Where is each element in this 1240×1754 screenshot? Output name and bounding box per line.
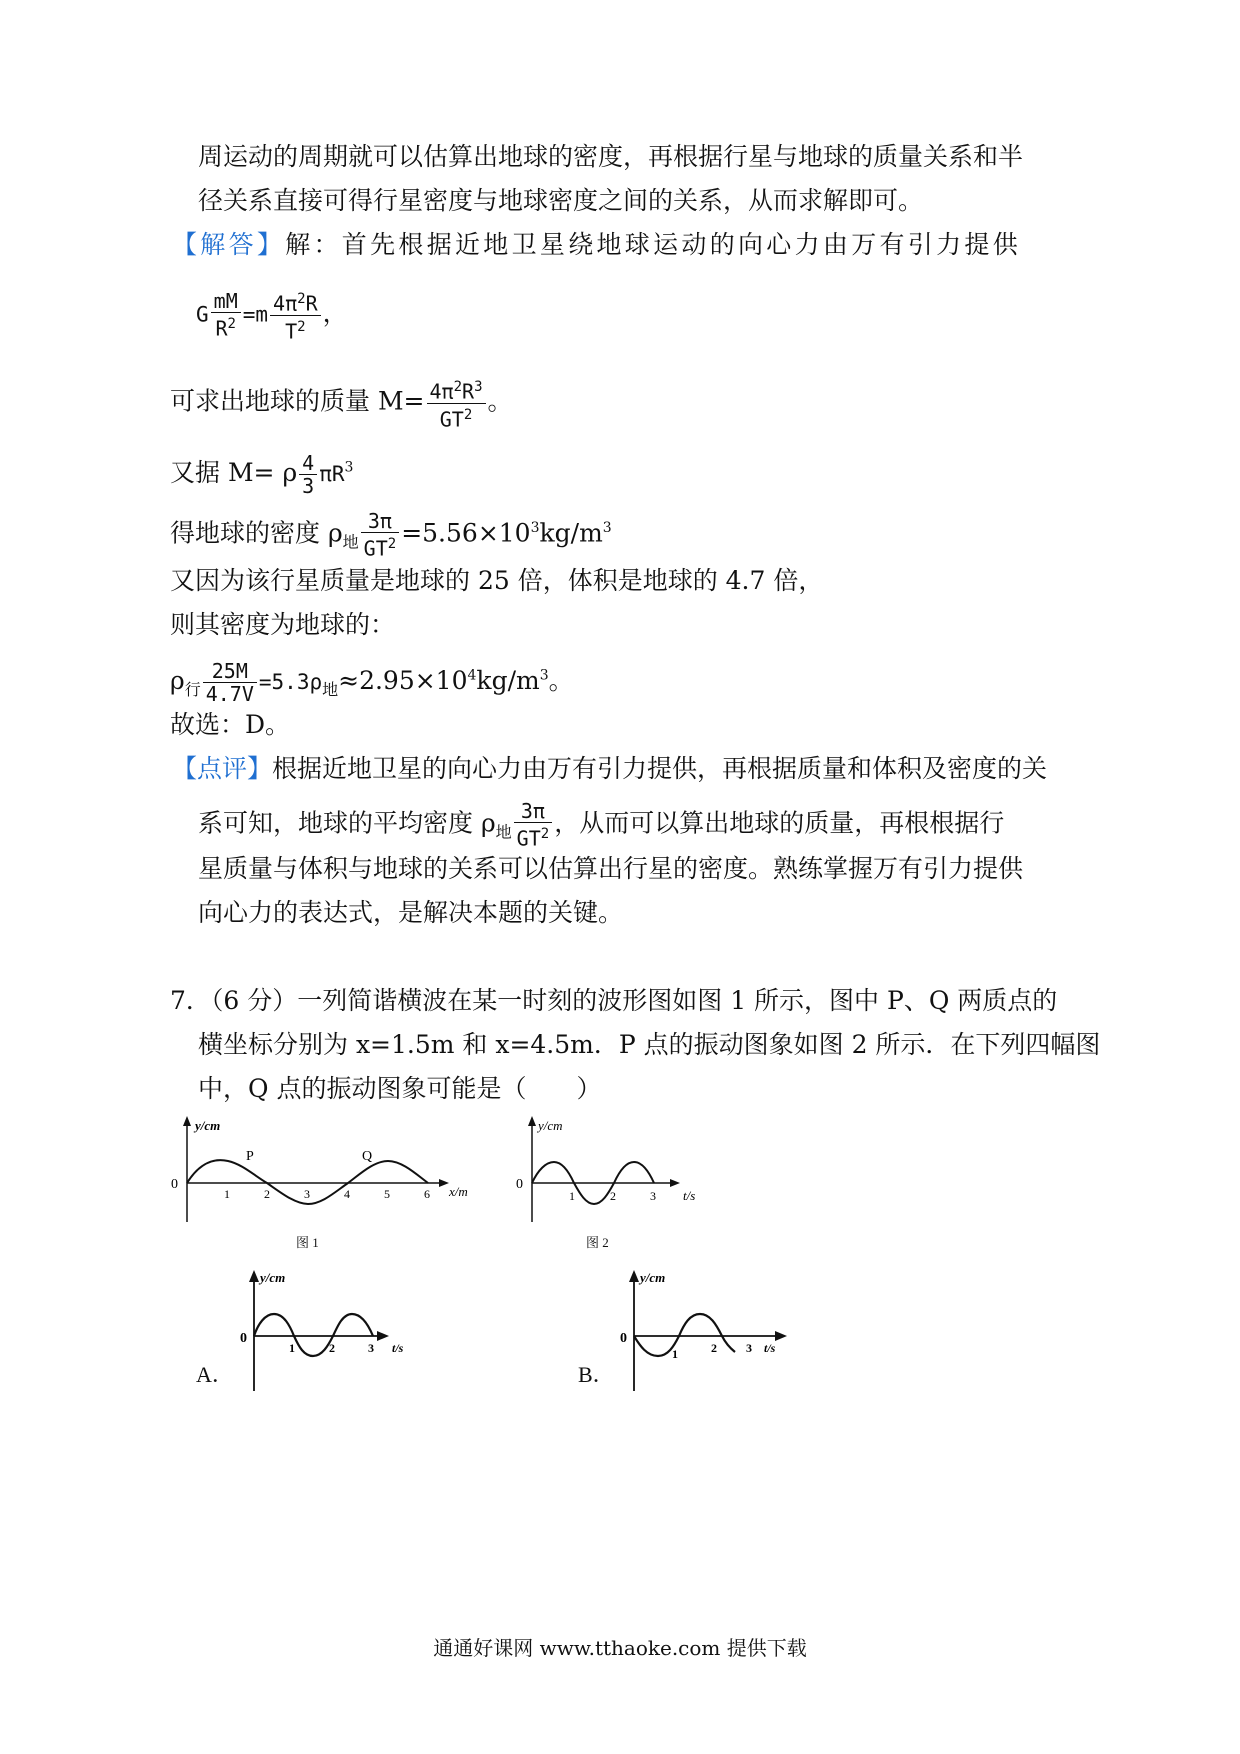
optA-y-arrow [249,1270,259,1282]
fig1-origin: 0 [171,1177,178,1192]
fig1-x-arrow [439,1179,449,1187]
option-a-label: A． [196,1362,234,1387]
fig1-y-label: y/cm [195,1118,221,1133]
question-line-1: 7．（6 分）一列简谐横波在某一时刻的波形图如图 1 所示，图中 P、Q 两质点的 [170,986,1058,1015]
fig1-tick-5: 5 [384,1187,390,1201]
optB-origin: 0 [620,1331,627,1346]
fig2-y-label: y/cm [538,1118,563,1133]
fig1-tick-6: 6 [424,1187,430,1201]
optB-y-label: y/cm [640,1270,666,1285]
comment-line-3: 星质量与体积与地球的关系可以估算出行星的密度。熟练掌握万有引力提供 [198,854,1024,883]
figure-1-wave-graph [160,1112,490,1227]
optA-tick-2: 2 [329,1341,335,1355]
equation-density: 得地球的密度 $\rho_地$ $\frac{3\pi}{GT^2}$ $=5.56\times 10^3kg/m^3$ [170,509,612,561]
optA-curve [254,1314,373,1356]
figure-2-vibration-graph [508,1112,718,1227]
fig1-tick-1: 1 [224,1187,230,1201]
option-b-graph [612,1266,812,1396]
fig1-y-arrow [183,1116,191,1126]
fig2-tick-2: 2 [610,1189,616,1203]
optA-x-label: t/s [392,1341,404,1355]
optA-origin: 0 [240,1331,247,1346]
option-a-graph [232,1266,432,1396]
equation-volume: 又据 M= ρ $\frac{4}{3}$ $\pi R^3$ [170,451,354,498]
density-ratio-line: 则其密度为地球的： [170,610,396,639]
optB-tick-2: 2 [711,1341,717,1355]
optA-tick-1: 1 [289,1341,295,1355]
fig2-tick-1: 1 [569,1189,575,1203]
answer-choice: 故选：D。 [170,710,291,739]
optB-x-arrow [775,1331,787,1341]
question-line-2: 横坐标分别为 x=1.5m 和 x=4.5m．P 点的振动图象如图 2 所示．在下列四幅图 [198,1030,1101,1059]
fig2-x-arrow [670,1179,680,1187]
fig1-tick-3: 3 [304,1187,310,1201]
answer-heading [172,230,1021,260]
fig1-tick-2: 2 [264,1187,270,1201]
fig2-y-arrow [528,1116,536,1126]
page-footer: 通通好课网 www.tthaoke.com 提供下载 [433,1636,807,1660]
fig1-x-label: x/m [449,1184,468,1199]
optA-y-label: y/cm [260,1270,286,1285]
fig1-q-label: Q [362,1149,373,1164]
optB-curve [634,1314,735,1356]
optB-tick-1: 1 [672,1347,678,1361]
optB-x-label: t/s [764,1341,776,1355]
optB-y-arrow [629,1270,639,1282]
analysis-line-2: 径关系直接可得行星密度与地球密度之间的关系，从而求解即可。 [198,186,924,215]
fig1-caption: 图 1 [296,1235,319,1250]
optB-tick-3: 3 [746,1341,752,1355]
equation-gravity: G $\frac{mM}{R^2}$ =m $\frac{4\pi^2R}{T^2}$ ， [196,289,348,344]
fig2-tick-3: 3 [650,1189,656,1203]
option-b-label: B． [578,1362,615,1387]
answer-intro: 解：首先根据近地卫星绕地球运动的向心力由万有引力提供 [285,230,1022,259]
answer-tag: 【解答】 [172,230,286,259]
comment-tag: 【点评】 [172,754,273,783]
fig1-p-label: P [246,1149,254,1164]
optA-tick-3: 3 [368,1341,374,1355]
fig1-tick-4: 4 [344,1187,350,1201]
planet-ratio-line: 又因为该行星质量是地球的 25 倍，体积是地球的 4.7 倍， [170,566,824,595]
analysis-line-1: 周运动的周期就可以估算出地球的密度，再根据行星与地球的质量关系和半 [198,142,1024,171]
optA-x-arrow [377,1331,389,1341]
comment-line-2: 系可知，地球的平均密度 $\rho_地$ $\frac{3\pi}{GT^2}$ ，从而可以算出地球的质量，再根根据行 [198,799,1005,851]
comment-line-4: 向心力的表达式，是解决本题的关键。 [198,898,624,927]
comment-line-1: 【点评】根据近地卫星的向心力由万有引力提供，再根据质量和体积及密度的关 [172,754,1048,783]
fig2-caption: 图 2 [586,1235,609,1250]
question-line-3: 中，Q 点的振动图象可能是（ ） [198,1074,602,1103]
fig2-x-label: t/s [683,1188,696,1203]
equation-mass: 可求出地球的质量 M= $\frac{4\pi^2R^3}{GT^2}$ 。 [170,376,513,430]
fig2-origin: 0 [516,1177,523,1192]
equation-planet-density: $\rho_行$ $\frac{25M}{4.7V}$ $=5.3\rho_地\approx 2.95\times 10^4kg/m^3$。 [170,659,574,706]
